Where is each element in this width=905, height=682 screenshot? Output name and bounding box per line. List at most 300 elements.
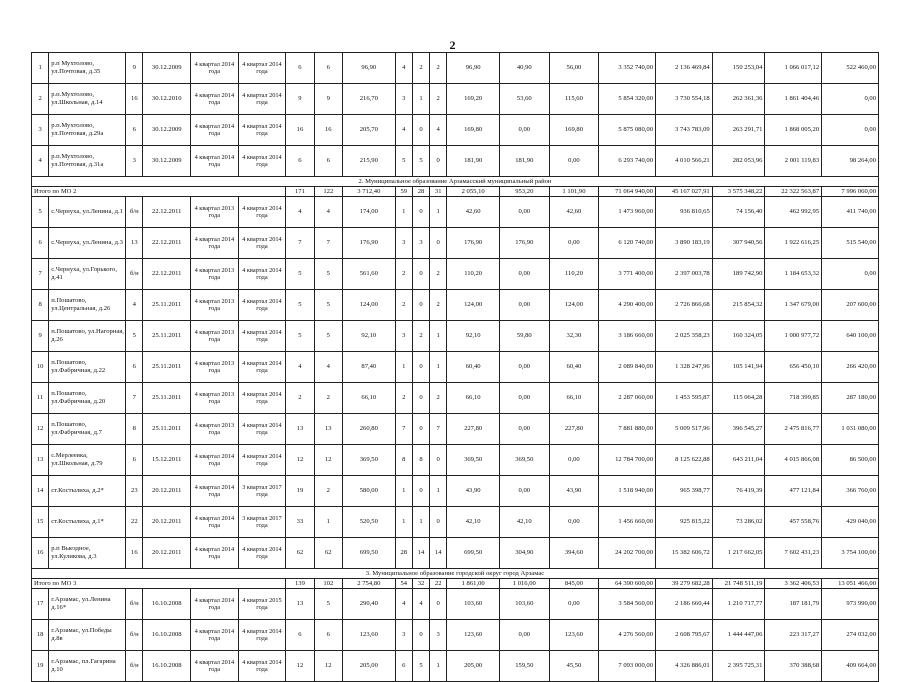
row-number: 12 — [32, 414, 49, 445]
table-cell: 14 — [412, 538, 429, 569]
section-title: 2. Муниципальное образование Арзамасский муниципальный район — [32, 177, 879, 187]
table-cell: 3 743 783,09 — [656, 115, 713, 146]
table-cell: 4 квартал 2014 года — [191, 651, 239, 682]
table-row — [32, 115, 879, 146]
table-cell: 20.12.2011 — [143, 507, 191, 538]
table-cell: 4 квартал 2014 года — [191, 53, 239, 84]
table-row — [32, 146, 879, 177]
table-cell: 123,60 — [549, 620, 599, 651]
table-cell: 2 001 119,83 — [765, 146, 822, 177]
table-cell: 103,60 — [499, 589, 549, 620]
table-cell: 394,60 — [549, 538, 599, 569]
address-cell: р.п Выездное, ул.Куликова, д.3 — [49, 538, 126, 569]
table-cell: 4 квартал 2013 года — [191, 383, 239, 414]
table-cell: 2 726 866,68 — [656, 290, 713, 321]
table-cell: 263 291,71 — [712, 115, 765, 146]
address-cell: ст.Костылиха, д.2* — [49, 476, 126, 507]
table-cell: 3 584 560,00 — [599, 589, 656, 620]
total-cell: 2 754,80 — [342, 579, 395, 589]
row-number: 1 — [32, 53, 49, 84]
table-cell: 429 040,00 — [822, 507, 879, 538]
table-cell: 4 квартал 2014 года — [191, 620, 239, 651]
table-cell: 2 608 795,67 — [656, 620, 713, 651]
table-cell: 260,80 — [342, 414, 395, 445]
table-cell: 4 квартал 2014 года — [191, 228, 239, 259]
table-cell: 2 136 469,84 — [656, 53, 713, 84]
table-cell: 1 868 005,20 — [765, 115, 822, 146]
table-cell: 2 287 060,00 — [599, 383, 656, 414]
table-cell: 0 — [412, 383, 429, 414]
table-cell: 22.12.2011 — [143, 197, 191, 228]
table-cell: 42,10 — [499, 507, 549, 538]
table-cell: 0 — [412, 115, 429, 146]
table-cell: 181,90 — [447, 146, 500, 177]
table-cell: 3 771 400,00 — [599, 259, 656, 290]
table-cell: 4 квартал 2014 года — [238, 383, 286, 414]
row-number: 5 — [32, 197, 49, 228]
address-cell: с.Мерлеевка, ул.Школьная, д.79 — [49, 445, 126, 476]
table-cell: 2 — [314, 383, 342, 414]
table-cell: 366 760,00 — [822, 476, 879, 507]
table-cell: 13 — [286, 414, 314, 445]
table-cell: 0 — [430, 228, 447, 259]
table-cell: 124,00 — [549, 290, 599, 321]
table-cell: 5 — [395, 146, 412, 177]
table-cell: 174,00 — [342, 197, 395, 228]
table-cell: 9 — [126, 53, 143, 84]
table-row — [32, 651, 879, 682]
table-cell: 409 664,00 — [822, 651, 879, 682]
table-cell: 7 881 880,00 — [599, 414, 656, 445]
table-cell: 176,90 — [342, 228, 395, 259]
table-row — [32, 620, 879, 651]
table-cell: 0,00 — [499, 620, 549, 651]
table-cell: 92,10 — [342, 321, 395, 352]
table-cell: 4 квартал 2014 года — [238, 290, 286, 321]
table-cell: 169,80 — [447, 115, 500, 146]
table-cell: 160 324,05 — [712, 321, 765, 352]
table-cell: 6 — [126, 352, 143, 383]
table-row — [32, 197, 879, 228]
table-row — [32, 476, 879, 507]
total-cell: 13 051 466,00 — [822, 579, 879, 589]
table-cell: 1 066 017,12 — [765, 53, 822, 84]
row-number: 6 — [32, 228, 49, 259]
table-cell: 0,00 — [499, 414, 549, 445]
table-cell: 287 180,00 — [822, 383, 879, 414]
table-cell: 0 — [430, 146, 447, 177]
table-cell: 477 121,84 — [765, 476, 822, 507]
table-cell: 290,40 — [342, 589, 395, 620]
table-cell: 159,50 — [499, 651, 549, 682]
table-cell: 3 квартал 2017 года — [238, 476, 286, 507]
table-cell: 4 квартал 2014 года — [238, 321, 286, 352]
table-cell: 1 — [395, 352, 412, 383]
table-cell: 5 — [412, 146, 429, 177]
table-cell: 187 181,79 — [765, 589, 822, 620]
table-cell: 0,00 — [499, 259, 549, 290]
table-row — [32, 352, 879, 383]
table-cell: 0,00 — [549, 228, 599, 259]
table-cell: 62 — [314, 538, 342, 569]
table-cell: 640 100,00 — [822, 321, 879, 352]
table-cell: 6 — [286, 53, 314, 84]
table-cell: 5 — [126, 321, 143, 352]
table-cell: 4 квартал 2014 года — [191, 84, 239, 115]
table-cell: 4 квартал 2014 года — [238, 84, 286, 115]
table-cell: б/н — [126, 259, 143, 290]
table-cell: 6 — [126, 445, 143, 476]
table-cell: 150 253,04 — [712, 53, 765, 84]
page-number: 2 — [449, 38, 456, 52]
total-cell: 39 279 682,28 — [656, 579, 713, 589]
table-cell: 4 квартал 2014 года — [238, 414, 286, 445]
table-cell: 25.11.2011 — [143, 414, 191, 445]
table-cell: 580,00 — [342, 476, 395, 507]
table-cell: 3 352 740,00 — [599, 53, 656, 84]
table-cell: 1 518 940,00 — [599, 476, 656, 507]
table-cell: 4 квартал 2013 года — [191, 259, 239, 290]
table-cell: 1 861 404,46 — [765, 84, 822, 115]
table-cell: 123,60 — [342, 620, 395, 651]
table-cell: 643 211,04 — [712, 445, 765, 476]
table-cell: 74 156,40 — [712, 197, 765, 228]
total-cell: 59 — [395, 187, 412, 197]
table-cell: 4 квартал 2014 года — [191, 115, 239, 146]
table-cell: 176,90 — [447, 228, 500, 259]
table-cell: 16.10.2008 — [143, 651, 191, 682]
total-label: Итого по МО 3 — [32, 579, 286, 589]
table-cell: 1 — [430, 651, 447, 682]
row-number: 4 — [32, 146, 49, 177]
table-cell: 42,60 — [549, 197, 599, 228]
table-cell: 5 — [286, 259, 314, 290]
table-cell: 30.12.2009 — [143, 115, 191, 146]
table-cell: 965 398,77 — [656, 476, 713, 507]
section-header-row — [32, 569, 879, 579]
address-cell: г.Арзамас, пл.Гагарина д.10 — [49, 651, 126, 682]
table-cell: 0,00 — [499, 115, 549, 146]
row-number: 14 — [32, 476, 49, 507]
table-cell: 656 450,10 — [765, 352, 822, 383]
table-cell: 22.12.2011 — [143, 228, 191, 259]
table-cell: 216,70 — [342, 84, 395, 115]
table-cell: 4 326 886,01 — [656, 651, 713, 682]
table-cell: б/н — [126, 197, 143, 228]
table-cell: 2 025 358,23 — [656, 321, 713, 352]
total-cell: 71 064 940,00 — [599, 187, 656, 197]
table-cell: 2 — [395, 290, 412, 321]
table-cell: 92,10 — [447, 321, 500, 352]
table-cell: 43,90 — [549, 476, 599, 507]
table-cell: 4 квартал 2014 года — [238, 53, 286, 84]
table-cell: 87,40 — [342, 352, 395, 383]
table-cell: 3 186 660,00 — [599, 321, 656, 352]
section-title: 3. Муниципальное образование городской округ город Арзамас — [32, 569, 879, 579]
table-cell: 25.11.2011 — [143, 352, 191, 383]
table-cell: 16.10.2008 — [143, 620, 191, 651]
table-cell: 6 120 740,00 — [599, 228, 656, 259]
table-cell: 7 093 000,00 — [599, 651, 656, 682]
address-cell: ст.Костылиха, д.1* — [49, 507, 126, 538]
table-cell: 1 — [412, 507, 429, 538]
table-cell: 62 — [286, 538, 314, 569]
row-number: 7 — [32, 259, 49, 290]
table-cell: 25.11.2011 — [143, 290, 191, 321]
table-cell: 4 276 560,00 — [599, 620, 656, 651]
table-cell: 15 382 606,72 — [656, 538, 713, 569]
table-cell: 76 419,39 — [712, 476, 765, 507]
table-cell: 8 — [395, 445, 412, 476]
table-cell: 7 — [430, 414, 447, 445]
table-cell: 396 545,27 — [712, 414, 765, 445]
table-cell: 98 264,00 — [822, 146, 879, 177]
table-cell: 0,00 — [822, 84, 879, 115]
table-cell: 2 397 003,78 — [656, 259, 713, 290]
table-cell: 5 — [314, 259, 342, 290]
table-cell: 0,00 — [499, 383, 549, 414]
resettlement-table — [31, 52, 879, 682]
table-cell: 411 740,00 — [822, 197, 879, 228]
row-number: 19 — [32, 651, 49, 682]
table-cell: 25.11.2011 — [143, 383, 191, 414]
table-cell: 4 квартал 2014 года — [191, 589, 239, 620]
table-cell: 2 — [430, 53, 447, 84]
table-cell: 5 — [314, 290, 342, 321]
total-cell: 28 — [412, 187, 429, 197]
table-cell: 215 854,32 — [712, 290, 765, 321]
table-cell: 5 — [412, 651, 429, 682]
address-cell: г.Арзамас, ул.Ленина д.16* — [49, 589, 126, 620]
table-cell: 5 — [314, 589, 342, 620]
table-cell: 7 — [314, 228, 342, 259]
table-cell: 205,00 — [447, 651, 500, 682]
table-cell: 4 — [314, 197, 342, 228]
table-cell: 3 — [395, 620, 412, 651]
table-cell: 14 — [430, 538, 447, 569]
table-cell: 59,80 — [499, 321, 549, 352]
table-cell: 86 500,00 — [822, 445, 879, 476]
table-cell: 1 — [412, 84, 429, 115]
table-cell: 4 — [430, 115, 447, 146]
table-cell: 56,00 — [549, 53, 599, 84]
table-cell: 3 — [395, 84, 412, 115]
table-cell: 3 — [412, 228, 429, 259]
table-cell: 3 730 554,18 — [656, 84, 713, 115]
total-cell: 7 996 060,00 — [822, 187, 879, 197]
table-cell: 6 — [314, 146, 342, 177]
table-cell: 1 — [395, 197, 412, 228]
table-cell: 8 — [126, 414, 143, 445]
table-cell: 4 — [395, 589, 412, 620]
table-cell: 2 — [430, 259, 447, 290]
table-cell: 0,00 — [499, 197, 549, 228]
total-cell: 3 362 406,53 — [765, 579, 822, 589]
table-cell: 973 990,00 — [822, 589, 879, 620]
table-cell: 66,10 — [447, 383, 500, 414]
table-cell: 0 — [412, 414, 429, 445]
total-label: Итого по МО 2 — [32, 187, 286, 197]
table-cell: 0 — [412, 290, 429, 321]
total-cell: 31 — [430, 187, 447, 197]
table-cell: 1 217 662,05 — [712, 538, 765, 569]
table-cell: 561,60 — [342, 259, 395, 290]
address-cell: с.Чернуха, ул.Горького, д.41 — [49, 259, 126, 290]
total-cell: 3 712,40 — [342, 187, 395, 197]
table-cell: 4 квартал 2014 года — [238, 228, 286, 259]
table-cell: 4 квартал 2014 года — [191, 507, 239, 538]
table-cell: б/н — [126, 620, 143, 651]
table-row — [32, 259, 879, 290]
table-cell: 205,00 — [342, 651, 395, 682]
table-cell: 8 125 622,88 — [656, 445, 713, 476]
total-cell: 22 — [430, 579, 447, 589]
row-number: 17 — [32, 589, 49, 620]
table-cell: 207 600,00 — [822, 290, 879, 321]
total-cell: 171 — [286, 187, 314, 197]
total-cell: 21 748 511,19 — [712, 579, 765, 589]
table-cell: 73 286,02 — [712, 507, 765, 538]
table-row — [32, 321, 879, 352]
table-cell: 462 992,95 — [765, 197, 822, 228]
table-cell: 110,20 — [549, 259, 599, 290]
table-cell: 1 184 653,32 — [765, 259, 822, 290]
table-cell: 0 — [412, 259, 429, 290]
table-cell: 60,40 — [447, 352, 500, 383]
row-number: 15 — [32, 507, 49, 538]
address-cell: п.Пошатово, ул.Фабричная, д.22 — [49, 352, 126, 383]
table-cell: 45,50 — [549, 651, 599, 682]
table-cell: 1 922 616,25 — [765, 228, 822, 259]
total-cell: 45 167 027,91 — [656, 187, 713, 197]
table-cell: 0 — [412, 352, 429, 383]
table-cell: 925 815,22 — [656, 507, 713, 538]
address-cell: с.Чернуха, ул.Ленина, д.1 — [49, 197, 126, 228]
table-cell: 2 — [412, 53, 429, 84]
table-cell: 16.10.2008 — [143, 589, 191, 620]
address-cell: п.Пошатово, ул.Нагорная, д.26 — [49, 321, 126, 352]
address-cell: р.п.Мухтолово, ул.Школьная, д.14 — [49, 84, 126, 115]
table-cell: 0,00 — [499, 476, 549, 507]
table-cell: 1 — [430, 321, 447, 352]
table-cell: 20.12.2011 — [143, 476, 191, 507]
table-cell: 266 420,00 — [822, 352, 879, 383]
table-row — [32, 445, 879, 476]
table-cell: 20.12.2011 — [143, 538, 191, 569]
table-cell: 6 — [286, 146, 314, 177]
table-row — [32, 383, 879, 414]
address-cell: р.п.Мухтолово, ул.Почтовая, д.31а — [49, 146, 126, 177]
table-cell: 1 031 080,00 — [822, 414, 879, 445]
table-cell: 0,00 — [549, 445, 599, 476]
table-cell: 3 квартал 2017 года — [238, 507, 286, 538]
table-cell: 4 квартал 2014 года — [191, 445, 239, 476]
table-cell: 12 — [286, 445, 314, 476]
table-cell: 12 — [314, 651, 342, 682]
table-cell: 282 053,96 — [712, 146, 765, 177]
table-row — [32, 538, 879, 569]
table-cell: 3 890 183,19 — [656, 228, 713, 259]
table-cell: 0,00 — [549, 507, 599, 538]
table-cell: 169,80 — [549, 115, 599, 146]
table-cell: 4 квартал 2014 года — [191, 476, 239, 507]
table-cell: 23 — [126, 476, 143, 507]
address-cell: п.Пошатово, ул.Фабричная, д.20 — [49, 383, 126, 414]
total-row — [32, 579, 879, 589]
table-cell: 5 854 320,00 — [599, 84, 656, 115]
address-cell: п.Пошатово, ул.Фабричная, д.7 — [49, 414, 126, 445]
table-cell: 5 009 517,96 — [656, 414, 713, 445]
table-cell: 4 квартал 2014 года — [238, 146, 286, 177]
table-cell: 4 квартал 2013 года — [191, 197, 239, 228]
table-cell: 1 453 595,87 — [656, 383, 713, 414]
total-cell: 3 575 348,22 — [712, 187, 765, 197]
table-cell: 33 — [286, 507, 314, 538]
table-cell: 699,50 — [342, 538, 395, 569]
table-cell: 3 754 100,00 — [822, 538, 879, 569]
row-number: 2 — [32, 84, 49, 115]
table-cell: 0,00 — [822, 259, 879, 290]
table-cell: 2 — [412, 321, 429, 352]
table-cell: 24 202 700,00 — [599, 538, 656, 569]
table-cell: 30.12.2009 — [143, 146, 191, 177]
table-cell: 0,00 — [499, 290, 549, 321]
table-row — [32, 84, 879, 115]
table-cell: 181,90 — [499, 146, 549, 177]
total-cell: 953,20 — [499, 187, 549, 197]
table-cell: 32,30 — [549, 321, 599, 352]
table-cell: 22 — [126, 507, 143, 538]
table-cell: 16 — [126, 538, 143, 569]
address-cell: г.Арзамас, ул.Победы д.8в — [49, 620, 126, 651]
row-number: 10 — [32, 352, 49, 383]
table-cell: 0,00 — [499, 352, 549, 383]
table-cell: 369,50 — [447, 445, 500, 476]
table-cell: 13 — [314, 414, 342, 445]
table-cell: 53,60 — [499, 84, 549, 115]
table-cell: 7 — [395, 414, 412, 445]
table-cell: 1 — [430, 476, 447, 507]
table-cell: 7 — [126, 383, 143, 414]
table-cell: 2 475 816,77 — [765, 414, 822, 445]
table-cell: 3 — [395, 228, 412, 259]
table-cell: 0 — [430, 507, 447, 538]
table-cell: 4 квартал 2014 года — [191, 538, 239, 569]
table-cell: 115 064,28 — [712, 383, 765, 414]
table-cell: 718 399,85 — [765, 383, 822, 414]
table-cell: 66,10 — [342, 383, 395, 414]
table-cell: 5 — [286, 321, 314, 352]
table-cell: 4 квартал 2013 года — [191, 352, 239, 383]
table-cell: 2 089 840,00 — [599, 352, 656, 383]
table-cell: 43,90 — [447, 476, 500, 507]
table-cell: 22.12.2011 — [143, 259, 191, 290]
table-row — [32, 507, 879, 538]
row-number: 18 — [32, 620, 49, 651]
total-cell: 102 — [314, 579, 342, 589]
table-cell: 7 602 431,23 — [765, 538, 822, 569]
table-cell: 2 186 660,44 — [656, 589, 713, 620]
total-cell: 32 — [412, 579, 429, 589]
table-cell: 2 — [430, 383, 447, 414]
table-cell: 4 квартал 2014 года — [238, 115, 286, 146]
total-cell: 54 — [395, 579, 412, 589]
total-cell: 845,00 — [549, 579, 599, 589]
table-cell: 1 — [314, 507, 342, 538]
table-cell: 4 — [314, 352, 342, 383]
table-cell: 103,60 — [447, 589, 500, 620]
table-cell: 9 — [314, 84, 342, 115]
